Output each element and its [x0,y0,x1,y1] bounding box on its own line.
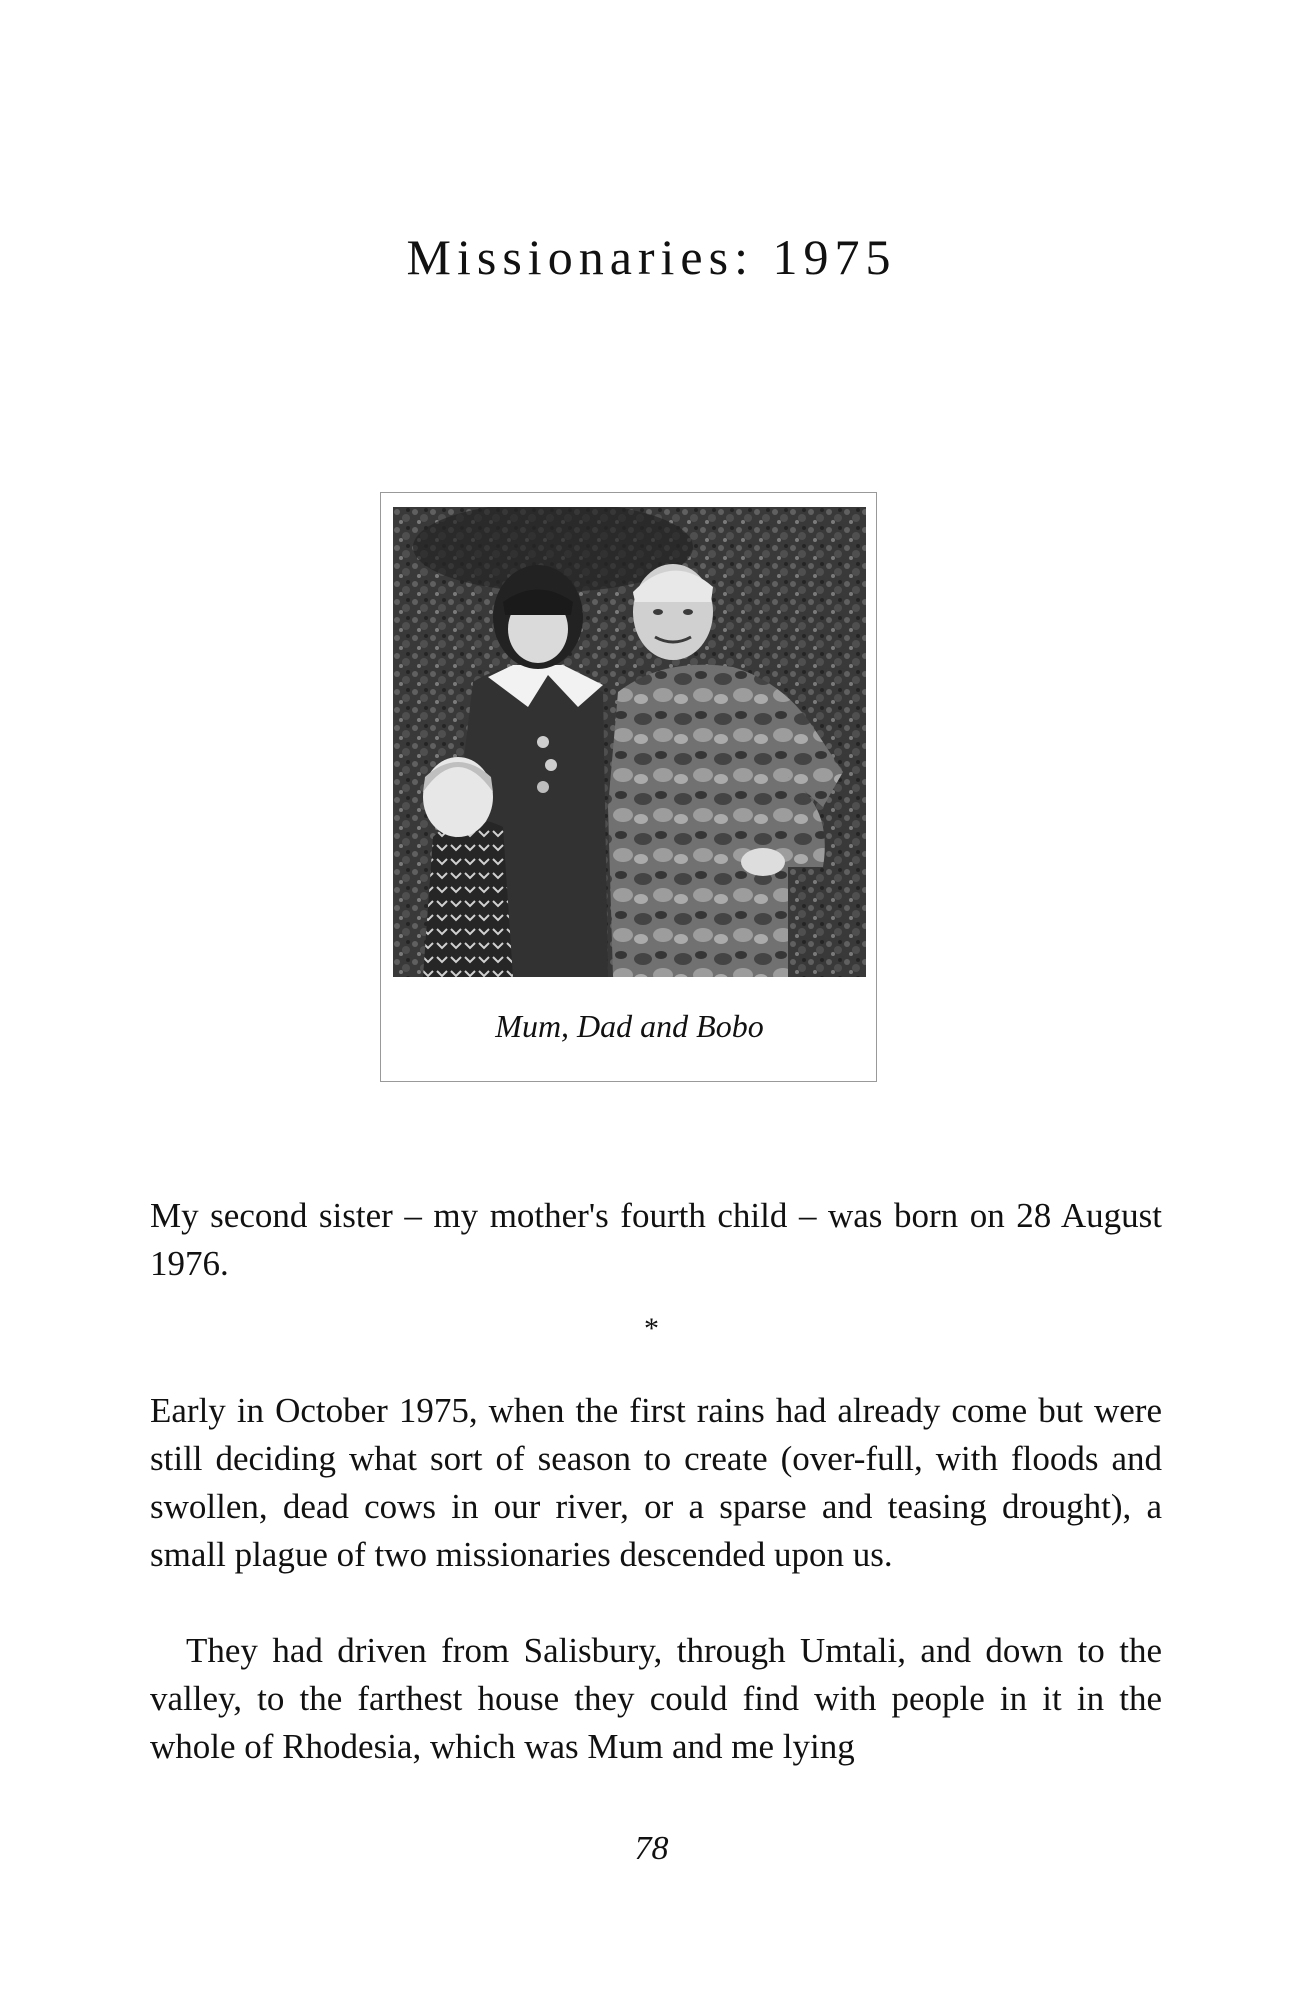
section-separator: * [644,1312,659,1345]
paragraph-missionaries-arrival: Early in October 1975, when the first rains had already come but were still deciding what sort of season to create (over-full, with floods and swollen, dead cows in our river, or a sparse and teasing drought), a small plague of two missionaries descended upon us. [150,1391,1162,1574]
chapter-title: Missionaries: 1975 [406,229,897,285]
photo-frame [380,492,877,1082]
paragraph-sister-birth: My second sister – my mother's fourth child – was born on 28 August 1976. [150,1196,1162,1283]
page-number: 78 [634,1830,669,1867]
paragraph-drive-from-salisbury: They had driven from Salisbury, through Umtali, and down to the valley, to the farthest house they could find with people in it in the whole of Rhodesia, which was Mum and me lying [150,1631,1162,1766]
family-photo [393,507,866,977]
family-photo-image [393,507,866,977]
photo-caption: Mum, Dad and Bobo [495,1008,764,1044]
